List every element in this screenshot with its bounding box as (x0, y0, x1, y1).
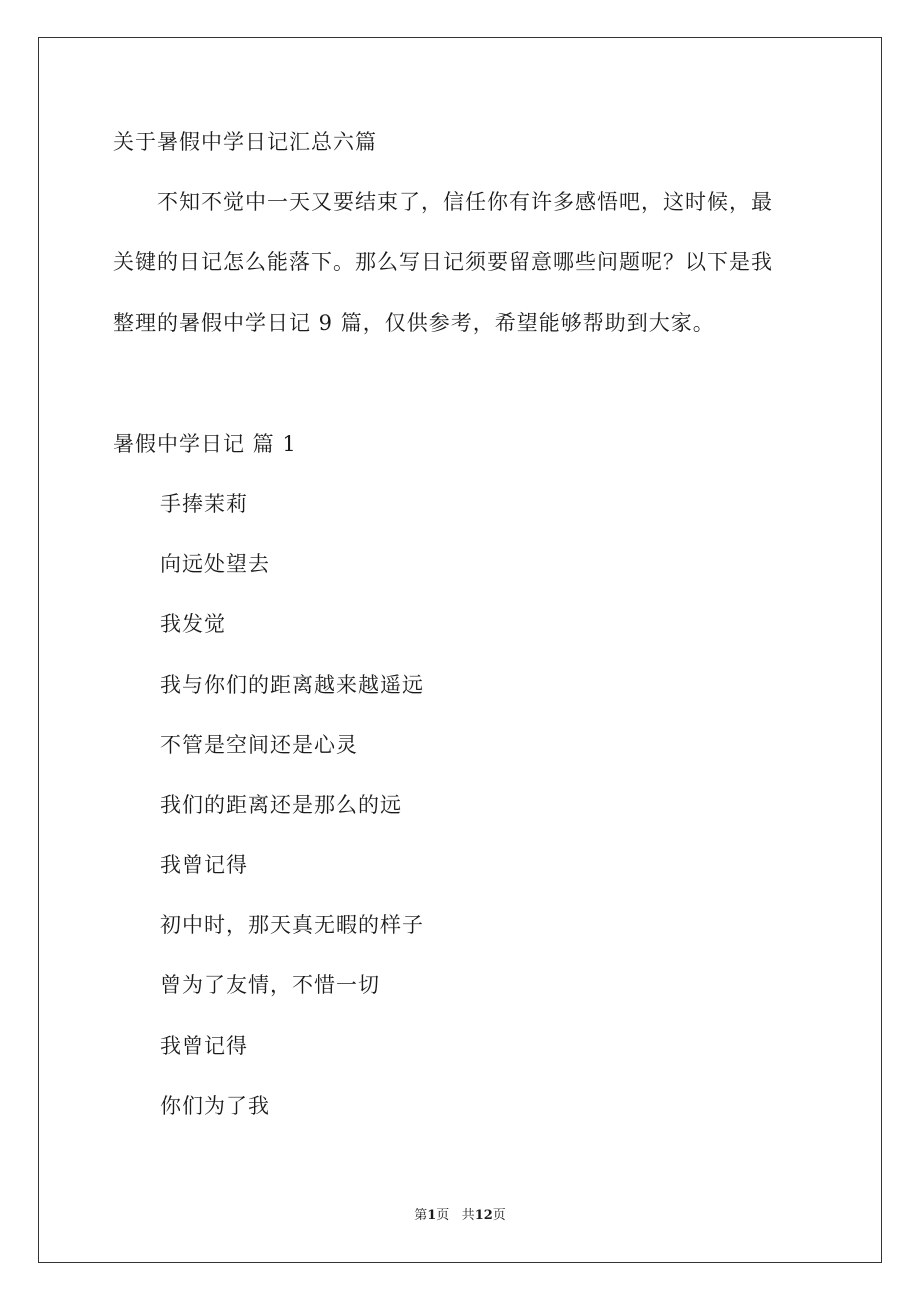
poem-line: 向远处望去 (160, 552, 270, 576)
footer-total-pages: 12 (474, 1208, 493, 1223)
page-frame (38, 37, 882, 1263)
poem-line: 你们为了我 (160, 1094, 270, 1118)
footer-total-prefix: 共 (461, 1208, 475, 1223)
poem-line: 我发觉 (160, 612, 226, 636)
poem-line: 我曾记得 (160, 853, 248, 877)
footer-page-number: 1 (427, 1208, 437, 1223)
poem-line: 我们的距离还是那么的远 (160, 793, 402, 817)
intro-line-1: 不知不觉中一天又要结束了，信任你有许多感悟吧，这时候，最 (113, 190, 773, 214)
intro-line-2: 关键的日记怎么能落下。那么写日记须要留意哪些问题呢？以下是我 (113, 250, 773, 274)
section-title: 暑假中学日记 篇 1 (113, 432, 297, 456)
footer-page-prefix: 第 (414, 1208, 428, 1223)
poem-line: 不管是空间还是心灵 (160, 733, 358, 757)
poem-line: 初中时，那天真无暇的样子 (160, 913, 424, 937)
footer-total-suffix: 页 (492, 1208, 506, 1223)
poem-line: 我曾记得 (160, 1034, 248, 1058)
footer-page-suffix: 页 (436, 1208, 450, 1223)
document-title: 关于暑假中学日记汇总六篇 (113, 130, 377, 154)
poem-line: 手捧茉莉 (160, 492, 248, 516)
intro-line-3: 整理的暑假中学日记 9 篇，仅供参考，希望能够帮助到大家。 (113, 311, 715, 335)
poem-line: 我与你们的距离越来越遥远 (160, 673, 424, 697)
page-footer (0, 1208, 920, 1224)
poem-line: 曾为了友情，不惜一切 (160, 973, 380, 997)
